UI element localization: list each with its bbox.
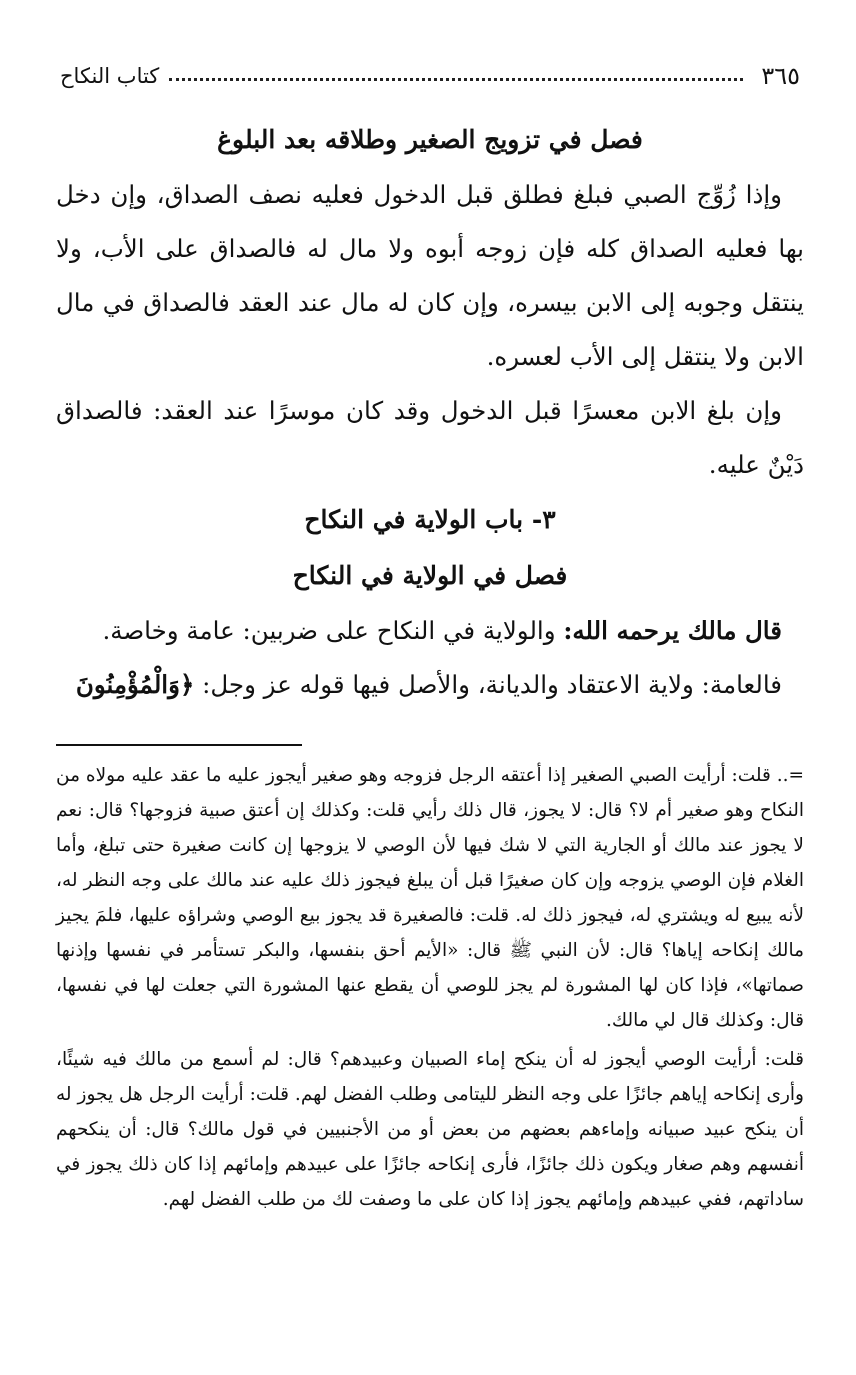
paragraph-general-guardianship: [56, 658, 804, 712]
quran-quote: ﴿وَالْمُؤْمِنُونَ: [75, 670, 195, 699]
paragraph-text: وإذا زُوِّج الصبي فبلغ فطلق قبل الدخول فعليه نصف الصداق، وإن دخل بها فعليه الصداق كله فإن زوجه أبوه ولا مال له فالصداق على الأب، ولا ينتقل وجوبه إلى الابن بيسره، وإن كان له مال عند العقد فالصداق في مال الابن ولا ينتقل إلى الأب لعسره.: [56, 180, 804, 371]
running-header: [60, 56, 800, 96]
book-title: كتاب النكاح: [60, 64, 160, 88]
paragraph-insolvent-son: [56, 384, 804, 492]
footnote-separator: [56, 744, 302, 746]
section-heading-guardianship: فصل في الولاية في النكاح: [292, 561, 568, 590]
chapter-title: ٣- باب الولاية في النكاح: [304, 505, 556, 534]
main-text: [56, 112, 804, 712]
paragraph-text: وإن بلغ الابن معسرًا قبل الدخول وقد كان موسرًا عند العقد: فالصداق دَيْنٌ عليه.: [56, 396, 804, 479]
page-number: ٣٦٥: [761, 62, 800, 90]
malik-lead-in: قال مالك يرحمه الله:: [563, 616, 782, 645]
footnote-paragraph: =.. قلت: أرأيت الصبي الصغير إذا أعتقه الرجل فزوجه وهو صغير أيجوز عليه ما عقد عليه مولاه من النكاح وهو صغير أم لا؟ قال: لا يجوز، قال ذلك رأيي قلت: وكذلك إن أعتق صبية فزوجها؟ قال: نعم لا يجوز عند مالك أو الجارية التي لا شك فيها لأن الوصي لا يزوجها إن كانت صغيرة حتى تبلغ، وأما الغلام فإن الوصي يزوجه وإن كان صغيرًا قبل أن يبلغ فيجوز ذلك عليه عند مالك على وجه النظر له، لأنه يبيع له ويشتري له، فيجوز ذلك له. قلت: فالصغيرة قد يجوز بيع الوصي وشراؤه عليها، فلمَ يجيز مالك إنكاحه إياها؟ قال: لأن النبي ﷺ قال: «الأيم أحق بنفسها، والبكر تستأمر في نفسها وإذنها صماتها»، فإذا كان لها المشورة لم يجز للوصي أن يقطع عنها المشورة التي جعلت لها في نفسها، قال: وكذلك قال لي مالك.: [56, 765, 804, 1031]
paragraph-minor-dowry: [56, 168, 804, 384]
footnotes: [56, 758, 804, 1221]
section-heading-marriage-of-minor: فصل في تزويج الصغير وطلاقه بعد البلوغ: [217, 125, 643, 154]
paragraph-text: والولاية في النكاح على ضربين: عامة وخاصة.: [102, 616, 556, 645]
footnote-paragraph: قلت: أرأيت الوصي أيجوز له أن ينكح إماء الصبيان وعبيدهم؟ قال: لم أسمع من مالك فيه شيئًا، وأرى إنكاحه إياهم جائزًا على وجه النظر لليتامى وطلب الفضل لهم. قلت: أرأيت الرجل هل يجوز له أن ينكح عبيد صبيانه وإماءهم بعضهم من بعض أو من الأجنبيين في قول مالك؟ قال: أن ينكحهم أنفسهم وهم صغار ويكون ذلك جائزًا، فأرى إنكاحه جائزًا على عبيدهم وإمائهم إذا كان ذلك يجوز في ساداتهم، ففي عبيدهم وإمائهم يجوز إذا كان على ما وصفت لك من طلب الفضل لهم.: [56, 1049, 804, 1210]
header-dot-leader: [169, 78, 743, 81]
paragraph-guardianship-types: [56, 604, 804, 658]
paragraph-text: فالعامة: ولاية الاعتقاد والديانة، والأصل فيها قوله عز وجل:: [202, 670, 782, 699]
